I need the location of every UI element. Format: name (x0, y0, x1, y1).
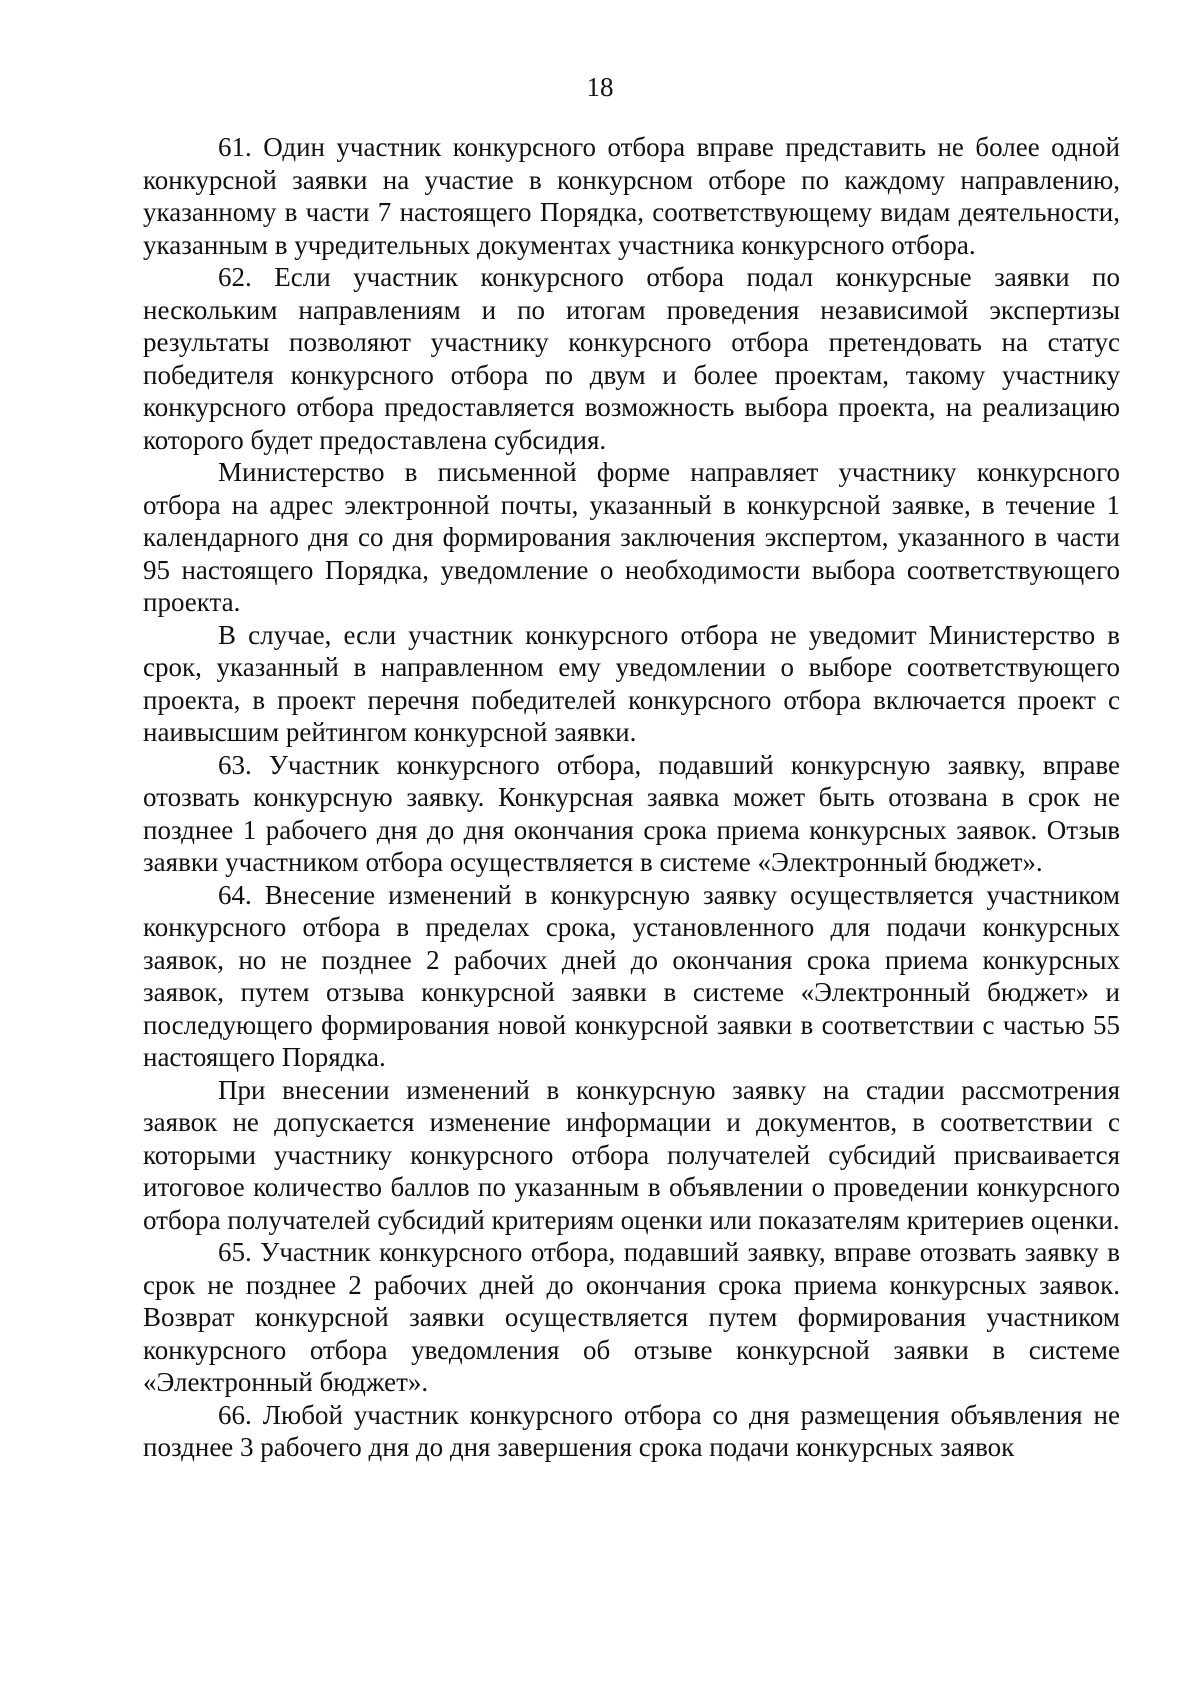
paragraph-65: 65. Участник конкурсного отбора, подавший заявку, вправе отозвать заявку в срок не позднее 2 рабочих дней до окончания срока приема конкурсных заявок. Возврат конкурсной заявки осуществляется путем формирования участником конкурсного отбора уведомления об отзыве конкурсной заявки в системе «Электронный бюджет». (143, 1237, 1120, 1397)
paragraph-64: 64. Внесение изменений в конкурсную заявку осуществляется участником конкурсного отбора в пределах срока, установленного для подачи конкурсных заявок, но не позднее 2 рабочих дней до окончания срока приема конкурсных заявок, путем отзыва конкурсной заявки в системе «Электронный бюджет» и последующего формирования новой конкурсной заявки в соответствии с частью 55 настоящего Порядка. (143, 879, 1120, 1072)
document-body (143, 131, 1120, 1464)
paragraph-62-ministry-notice: Министерство в письменной форме направляет участнику конкурсного отбора на адрес электронной почты, указанный в конкурсной заявке, в течение 1 календарного дня со дня формирования заключения экспертом, указанного в части 95 настоящего Порядка, уведомление о необходимости выбора соответствующего проекта. (143, 457, 1120, 617)
paragraph-61: 61. Один участник конкурсного отбора вправе представить не более одной конкурсной заявки на участие в конкурсном отборе по каждому направлению, указанному в части 7 настоящего Порядка, соответствующему видам деятельности, указанным в учредительных документах участника конкурсного отбора. (143, 132, 1120, 260)
paragraph-62: 62. Если участник конкурсного отбора подал конкурсные заявки по нескольким направлениям и по итогам проведения независимой экспертизы результаты позволяют участнику конкурсного отбора претендовать на статус победителя конкурсного отбора по двум и более проектам, такому участнику конкурсного отбора предоставляется возможность выбора проекта, на реализацию которого будет предоставлена субсидия. (143, 262, 1120, 455)
paragraph-64-restrictions: При внесении изменений в конкурсную заявку на стадии рассмотрения заявок не допускается изменение информации и документов, в соответствии с которыми участнику конкурсного отбора получателей субсидий присваивается итоговое количество баллов по указанным в объявлении о проведении конкурсного отбора получателей субсидий критериям оценки или показателям критериев оценки. (143, 1074, 1120, 1235)
paragraph-62-no-response: В случае, если участник конкурсного отбора не уведомит Министерство в срок, указанный в направленном ему уведомлении о выборе соответствующего проекта, в проект перечня победителей конкурсного отбора включается проект с наивысшим рейтингом конкурсной заявки. (143, 619, 1120, 747)
paragraph-63: 63. Участник конкурсного отбора, подавший конкурсную заявку, вправе отозвать конкурсную заявку. Конкурсная заявка может быть отозвана в срок не позднее 1 рабочего дня до дня окончания срока приема конкурсных заявок. Отзыв заявки участником отбора осуществляется в системе «Электронный бюджет». (143, 749, 1120, 877)
page-number: 18 (586, 72, 614, 102)
paragraph-66: 66. Любой участник конкурсного отбора со дня размещения объявления не позднее 3 рабочего дня до дня завершения срока подачи конкурсных заявок (143, 1399, 1120, 1462)
